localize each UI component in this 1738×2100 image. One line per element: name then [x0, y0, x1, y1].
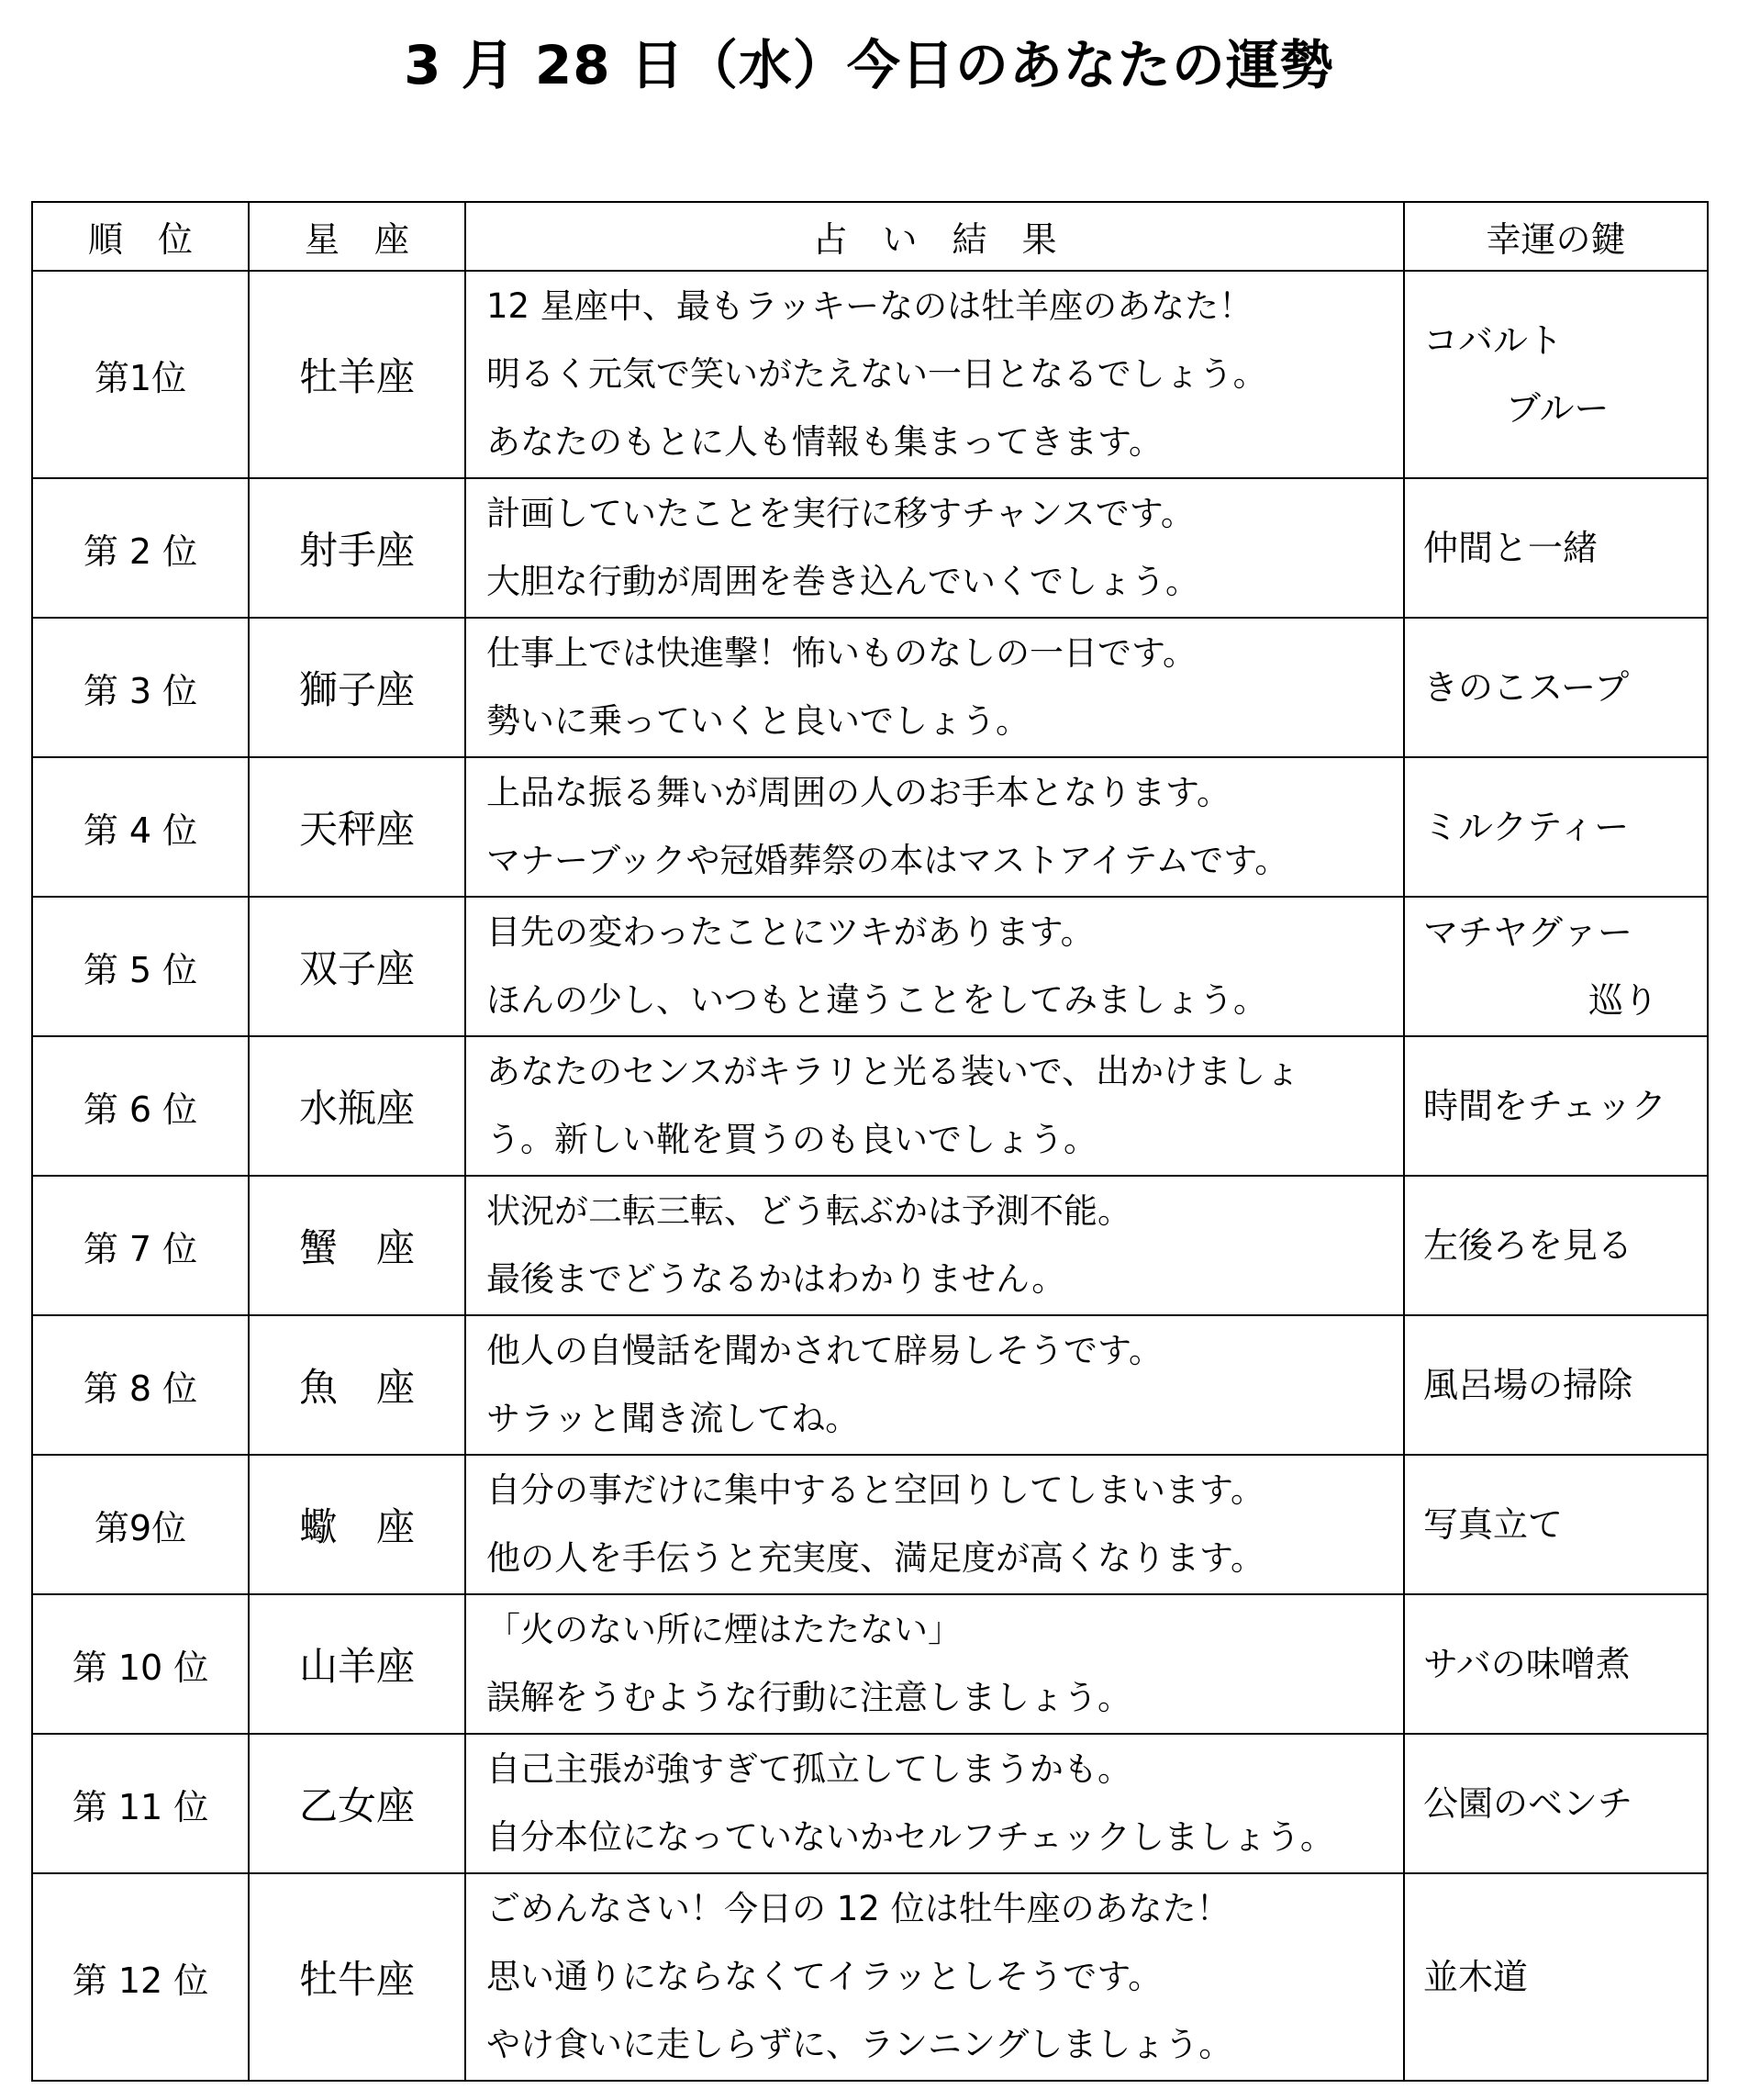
table-row [32, 1036, 1708, 1176]
result-cell [465, 1315, 1404, 1455]
table-row [32, 897, 1708, 1036]
result-line: 状況が二転三転、どう転ぶかは予測不能。 [486, 1191, 1131, 1231]
result-line: 「火のない所に煙はたたない」 [486, 1610, 962, 1649]
result-line: ほんの少し、いつもと違うことをしてみましょう。 [486, 980, 1267, 1020]
key-cell [1404, 1734, 1708, 1873]
rank-cell: 第 3 位 [32, 618, 249, 757]
result-line: あなたのセンスがキラリと光る装いで、出かけましょ [486, 1052, 1300, 1091]
table-row [32, 1315, 1708, 1455]
result-line: やけ食いに走しらずに、ランニングしましょう。 [486, 2025, 1233, 2064]
sign-cell: 乙女座 [249, 1734, 465, 1873]
result-line: あなたのもとに人も情報も集まってきます。 [486, 422, 1164, 462]
key-line: ミルクティー [1423, 807, 1630, 847]
key-cell [1404, 1315, 1708, 1455]
table-row [32, 1594, 1708, 1734]
rank-cell: 第 4 位 [32, 757, 249, 897]
rank-cell: 第 2 位 [32, 478, 249, 618]
result-line: 勢いに乗っていくと良いでしょう。 [486, 701, 1030, 741]
key-line: マチヤグァー [1423, 912, 1633, 953]
result-line: 思い通りにならなくてイラッとしそうです。 [486, 1957, 1163, 1996]
table-row [32, 1455, 1708, 1594]
table-row [32, 478, 1708, 618]
table-row [32, 1734, 1708, 1873]
sign-cell: 牡羊座 [249, 271, 465, 478]
result-line: う。新しい靴を買うのも良いでしょう。 [486, 1120, 1097, 1159]
result-cell [465, 1594, 1404, 1734]
table-row [32, 618, 1708, 757]
result-line: 他の人を手伝うと充実度、満足度が高くなります。 [486, 1538, 1265, 1578]
sign-cell: 蠍 座 [249, 1455, 465, 1594]
result-line: 自分の事だけに集中すると空回りしてしまいます。 [486, 1470, 1265, 1510]
table-row [32, 1176, 1708, 1315]
result-cell [465, 757, 1404, 897]
rank-cell: 第9位 [32, 1455, 249, 1594]
key-cell [1404, 478, 1708, 618]
key-cell [1404, 1594, 1708, 1734]
header-rank: 順 位 [32, 202, 249, 271]
key-cell [1404, 1873, 1708, 2081]
result-cell [465, 897, 1404, 1036]
rank-cell: 第 10 位 [32, 1594, 249, 1734]
result-cell [465, 1455, 1404, 1594]
key-cell [1404, 1176, 1708, 1315]
key-line: 並木道 [1423, 1957, 1529, 1997]
sign-cell: 蟹 座 [249, 1176, 465, 1315]
result-cell [465, 1734, 1404, 1873]
key-line: サバの味噌煮 [1423, 1644, 1631, 1684]
rank-cell: 第 11 位 [32, 1734, 249, 1873]
rank-cell: 第 7 位 [32, 1176, 249, 1315]
result-line: 自分本位になっていないかセルフチェックしましょう。 [486, 1817, 1334, 1857]
table-row [32, 1873, 1708, 2081]
result-cell [465, 618, 1404, 757]
key-line: 風呂場の掃除 [1423, 1365, 1633, 1405]
result-line: 仕事上では快進撃！怖いものなしの一日です。 [486, 633, 1198, 673]
result-line: 目先の変わったことにツキがあります。 [486, 912, 1095, 952]
result-cell [465, 478, 1404, 618]
key-line: ブルー [1506, 388, 1610, 429]
result-cell [465, 271, 1404, 478]
sign-cell: 天秤座 [249, 757, 465, 897]
table-row [32, 271, 1708, 478]
key-cell [1404, 271, 1708, 478]
rank-cell: 第 12 位 [32, 1873, 249, 2081]
result-cell [465, 1176, 1404, 1315]
sign-cell: 射手座 [249, 478, 465, 618]
sign-cell: 牡牛座 [249, 1873, 465, 2081]
header-sign: 星 座 [249, 202, 465, 271]
rank-cell: 第 5 位 [32, 897, 249, 1036]
key-line: 左後ろを見る [1423, 1225, 1633, 1266]
result-line: 他人の自慢話を聞かされて辟易しそうです。 [486, 1331, 1164, 1370]
result-line: 最後までどうなるかはわかりません。 [486, 1259, 1066, 1299]
sign-cell: 双子座 [249, 897, 465, 1036]
result-line: ごめんなさい！今日の 12 位は牡牛座のあなた！ [486, 1889, 1231, 1928]
result-line: 誤解をうむような行動に注意しましょう。 [486, 1678, 1131, 1717]
result-line: 自己主張が強すぎて孤立してしまうかも。 [486, 1749, 1131, 1789]
key-line: コバルト [1423, 320, 1564, 361]
key-line: 時間をチェック [1423, 1086, 1666, 1126]
rank-cell: 第1位 [32, 271, 249, 478]
result-line: マナーブックや冠婚葬祭の本はマストアイテムです。 [486, 841, 1289, 880]
fortune-table [31, 201, 1709, 2082]
key-line: 公園のベンチ [1423, 1783, 1633, 1824]
key-cell [1404, 618, 1708, 757]
sign-cell: 水瓶座 [249, 1036, 465, 1176]
key-line: 巡り [1588, 980, 1659, 1021]
header-key: 幸運の鍵 [1404, 202, 1708, 271]
key-line: きのこスープ [1423, 667, 1630, 708]
sign-cell: 獅子座 [249, 618, 465, 757]
result-line: 計画していたことを実行に移すチャンスです。 [486, 494, 1195, 533]
table-row [32, 757, 1708, 897]
key-cell [1404, 1036, 1708, 1176]
result-line: 大胆な行動が周囲を巻き込んでいくでしょう。 [486, 562, 1199, 601]
key-line: 写真立て [1423, 1504, 1564, 1545]
result-cell [465, 1873, 1404, 2081]
key-line: 仲間と一緒 [1423, 528, 1599, 568]
result-line: サラッと聞き流してね。 [486, 1399, 860, 1438]
result-line: 12 星座中、最もラッキーなのは牡羊座のあなた！ [486, 286, 1253, 326]
rank-cell: 第 8 位 [32, 1315, 249, 1455]
rank-cell: 第 6 位 [32, 1036, 249, 1176]
key-cell [1404, 757, 1708, 897]
table-header-row [32, 202, 1708, 271]
result-line: 上品な振る舞いが周囲の人のお手本となります。 [486, 773, 1231, 812]
result-line: 明るく元気で笑いがたえない一日となるでしょう。 [486, 354, 1267, 394]
sign-cell: 山羊座 [249, 1594, 465, 1734]
result-cell [465, 1036, 1404, 1176]
sign-cell: 魚 座 [249, 1315, 465, 1455]
header-result: 占 い 結 果 [465, 202, 1404, 271]
page-title: 3 月 28 日（水）今日のあなたの運勢 [404, 34, 1334, 96]
key-cell [1404, 1455, 1708, 1594]
key-cell [1404, 897, 1708, 1036]
